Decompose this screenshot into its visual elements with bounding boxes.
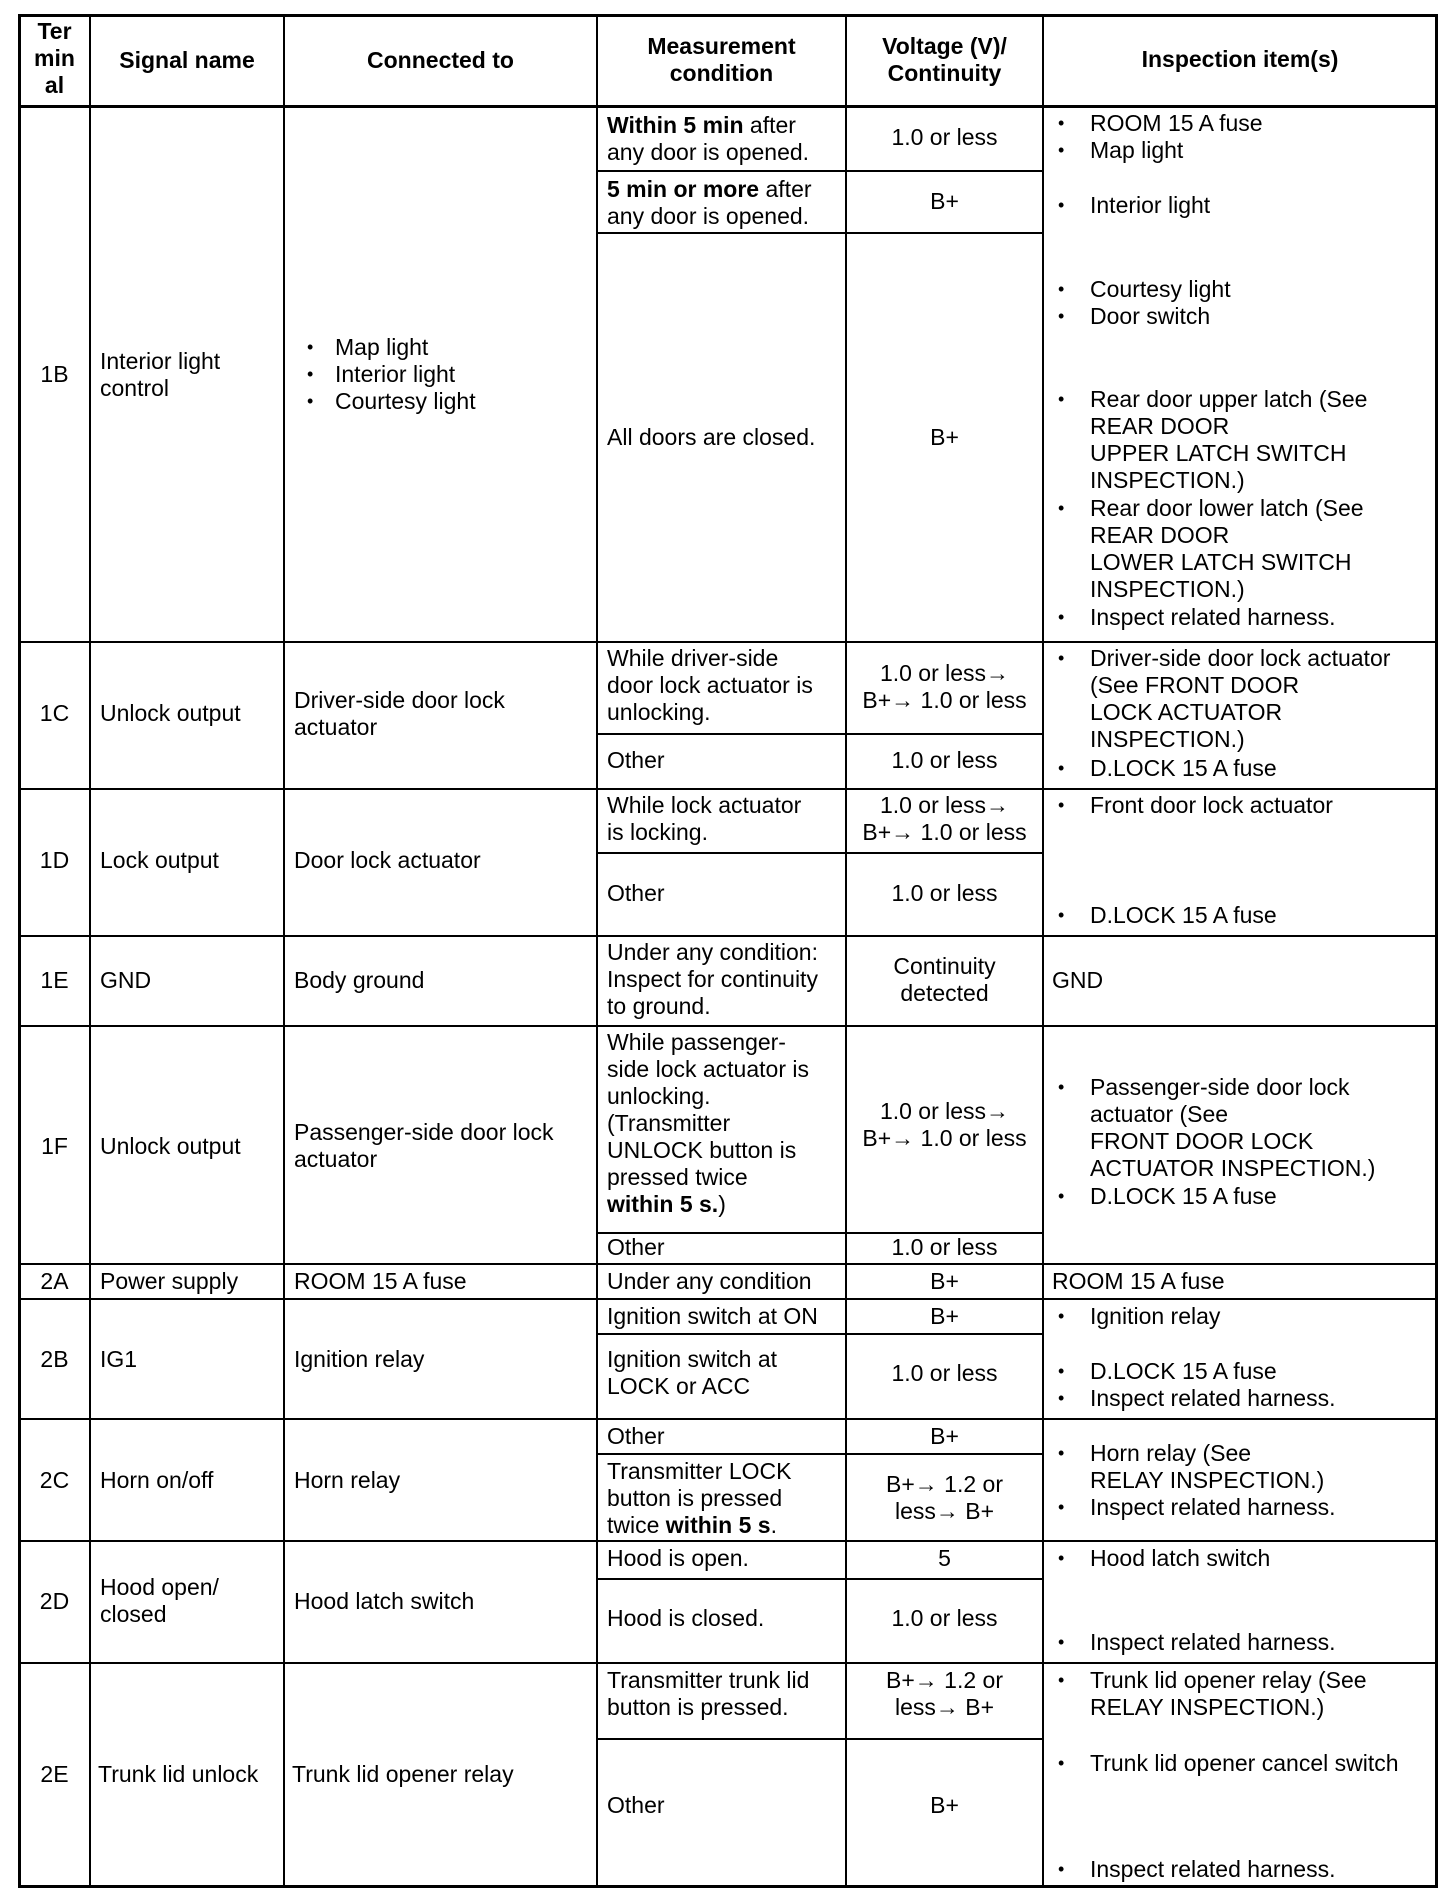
condition-cell (607, 112, 796, 139)
header-measurement-2: condition (669, 60, 774, 86)
inspection-item: D.LOCK 15 A fuse (1090, 1358, 1277, 1384)
bullet-icon: • (1058, 1388, 1065, 1408)
bullet-icon: • (1058, 1548, 1065, 1568)
inspection-item: ROOM 15 A fuse (1090, 110, 1263, 136)
condition-cell: pressed twice (607, 1164, 748, 1190)
condition-cell: door lock actuator is (607, 672, 813, 698)
condition-cell: Transmitter LOCK (607, 1458, 792, 1484)
condition-bold: Within 5 min (607, 112, 744, 138)
condition-cell: Other (607, 747, 665, 773)
inspection-item: FRONT DOOR LOCK (1090, 1128, 1314, 1154)
condition-bold: within 5 s. (607, 1191, 719, 1217)
bullet-icon: • (1058, 1443, 1065, 1463)
inspection-item: GND (1052, 967, 1104, 993)
voltage-cell: 1.0 or less→ (879, 660, 1010, 686)
condition-cell: (Transmitter (607, 1110, 731, 1136)
condition-cell: Ignition switch at ON (607, 1303, 818, 1329)
condition-text: ) (718, 1191, 726, 1217)
inspection-item: Map light (1090, 137, 1184, 163)
condition-cell: Hood is open. (607, 1545, 749, 1571)
inspection-item: D.LOCK 15 A fuse (1090, 1183, 1277, 1209)
connected-item: Passenger-side door lock (294, 1119, 554, 1145)
connected-item: Driver-side door lock (294, 687, 505, 713)
signal-cell: Power supply (100, 1268, 239, 1294)
bullet-icon: • (1058, 758, 1065, 778)
inspection-item: (See FRONT DOOR (1090, 672, 1300, 698)
terminal-cell: 1F (41, 1133, 68, 1159)
signal-cell: control (100, 375, 170, 401)
voltage-cell: 1.0 or less (891, 1360, 998, 1386)
condition-cell: Other (607, 880, 665, 906)
condition-cell: Hood is closed. (607, 1605, 765, 1631)
voltage-cell: 1.0 or less (891, 747, 998, 773)
condition-cell: Transmitter trunk lid (607, 1667, 810, 1693)
condition-cell: unlocking. (607, 699, 711, 725)
inspection-item: RELAY INSPECTION.) (1090, 1467, 1325, 1493)
connected-item: Trunk lid opener relay (292, 1761, 514, 1787)
condition-cell (607, 1512, 777, 1539)
condition-text: twice (607, 1512, 666, 1538)
condition-cell: Inspect for continuity (607, 966, 818, 992)
header-signal-name: Signal name (119, 47, 255, 73)
condition-cell: Under any condition: (607, 939, 818, 965)
inspection-item: LOCK ACTUATOR (1090, 699, 1283, 725)
voltage-cell: B+ (930, 1423, 959, 1449)
bullet-icon: • (1058, 306, 1065, 326)
voltage-cell: 1.0 or less (891, 1605, 998, 1631)
terminal-cell: 2E (40, 1761, 69, 1787)
connected-item: ROOM 15 A fuse (294, 1268, 467, 1294)
inspection-item: D.LOCK 15 A fuse (1090, 755, 1277, 781)
signal-cell: Unlock output (100, 1133, 241, 1159)
signal-cell: Horn on/off (100, 1467, 214, 1493)
bullet-icon: • (1058, 795, 1065, 815)
inspection-item: Front door lock actuator (1090, 792, 1333, 818)
bullet-icon: • (307, 391, 314, 411)
terminal-cell: 2D (39, 1588, 70, 1614)
inspection-item: INSPECTION.) (1090, 726, 1245, 752)
connected-item: Map light (335, 334, 429, 360)
signal-cell: GND (100, 967, 152, 993)
header-voltage-2: Continuity (887, 60, 1002, 86)
bullet-icon: • (1058, 1753, 1065, 1773)
condition-cell: Ignition switch at (607, 1346, 778, 1372)
condition-cell: Other (607, 1792, 665, 1818)
terminal-cell: 1D (39, 847, 70, 873)
bullet-icon: • (1058, 905, 1065, 925)
connected-item: Interior light (335, 361, 456, 387)
voltage-cell: less→ B+ (894, 1694, 995, 1720)
inspection-item: Trunk lid opener relay (See (1090, 1667, 1367, 1693)
inspection-item: Door switch (1090, 303, 1211, 329)
inspection-item: Inspect related harness. (1090, 1494, 1336, 1520)
condition-bold: 5 min or more (607, 176, 760, 202)
inspection-item: actuator (See (1090, 1101, 1229, 1127)
connected-item: Courtesy light (335, 388, 476, 414)
bullet-icon: • (1058, 648, 1065, 668)
inspection-item: UPPER LATCH SWITCH (1090, 440, 1347, 466)
signal-cell: Lock output (100, 847, 219, 873)
inspection-item: Passenger-side door lock (1090, 1074, 1350, 1100)
condition-bold: within 5 s (665, 1512, 771, 1538)
condition-cell: While passenger- (607, 1029, 786, 1055)
voltage-cell: B+ (930, 1303, 959, 1329)
connected-item: actuator (294, 1146, 378, 1172)
terminal-cell: 1C (39, 700, 70, 726)
connected-item: actuator (294, 714, 378, 740)
condition-cell (607, 176, 812, 203)
condition-cell: LOCK or ACC (607, 1373, 751, 1399)
bullet-icon: • (1058, 498, 1065, 518)
voltage-cell: 5 (938, 1545, 951, 1571)
voltage-cell: B+→ 1.0 or less (862, 819, 1027, 845)
connected-item: Door lock actuator (294, 847, 481, 873)
signal-cell: IG1 (100, 1346, 138, 1372)
connected-item: Horn relay (294, 1467, 401, 1493)
condition-cell: Under any condition (607, 1268, 812, 1294)
inspection-item: REAR DOOR (1090, 522, 1230, 548)
connected-item: Body ground (294, 967, 425, 993)
header-connected-to: Connected to (367, 47, 514, 73)
bullet-icon: • (1058, 1186, 1065, 1206)
voltage-cell: B+→ 1.2 or (886, 1471, 1003, 1497)
terminal-cell: 2C (39, 1467, 70, 1493)
condition-cell: All doors are closed. (607, 424, 816, 450)
bullet-icon: • (1058, 1632, 1065, 1652)
condition-cell: is locking. (607, 819, 708, 845)
bullet-icon: • (1058, 279, 1065, 299)
voltage-cell: B+→ 1.0 or less (862, 1125, 1027, 1151)
header-terminal-1: Ter (37, 18, 72, 44)
condition-text: . (770, 1512, 777, 1538)
condition-text: after (743, 112, 796, 138)
condition-cell (607, 1191, 726, 1218)
bullet-icon: • (1058, 1361, 1065, 1381)
terminal-cell: 1B (40, 361, 69, 387)
condition-cell: button is pressed. (607, 1694, 789, 1720)
condition-cell: any door is opened. (607, 139, 810, 165)
header-voltage-1: Voltage (V)/ (882, 33, 1007, 59)
bullet-icon: • (1058, 1859, 1065, 1879)
voltage-cell: detected (900, 980, 989, 1006)
terminal-cell: 2B (40, 1346, 69, 1372)
voltage-cell: B+→ 1.0 or less (862, 687, 1027, 713)
inspection-item: Inspect related harness. (1090, 1385, 1336, 1411)
condition-text: after (759, 176, 812, 202)
voltage-cell: less→ B+ (894, 1498, 995, 1524)
inspection-item: RELAY INSPECTION.) (1090, 1694, 1325, 1720)
header-inspection: Inspection item(s) (1141, 46, 1339, 72)
voltage-cell: B+ (930, 188, 959, 214)
inspection-item: Interior light (1090, 192, 1211, 218)
condition-cell: side lock actuator is (607, 1056, 809, 1082)
inspection-item: ROOM 15 A fuse (1052, 1268, 1225, 1294)
voltage-cell: B+ (930, 424, 959, 450)
inspection-item: Rear door lower latch (See (1090, 495, 1364, 521)
header-terminal-2: min (34, 45, 75, 71)
condition-cell: any door is opened. (607, 203, 810, 229)
signal-cell: Interior light (100, 348, 221, 374)
condition-cell: Other (607, 1234, 665, 1260)
inspection-item: Driver-side door lock actuator (1090, 645, 1391, 671)
inspection-item: LOWER LATCH SWITCH (1090, 549, 1352, 575)
inspection-item: REAR DOOR (1090, 413, 1230, 439)
bullet-icon: • (1058, 1497, 1065, 1517)
terminal-cell: 2A (40, 1268, 69, 1294)
condition-cell: UNLOCK button is (607, 1137, 797, 1163)
inspection-item: Trunk lid opener cancel switch (1090, 1750, 1399, 1776)
voltage-cell: B+ (930, 1268, 959, 1294)
bullet-icon: • (1058, 195, 1065, 215)
signal-cell: Unlock output (100, 700, 241, 726)
condition-cell: unlocking. (607, 1083, 711, 1109)
signal-cell: Trunk lid unlock (98, 1761, 259, 1787)
inspection-item: D.LOCK 15 A fuse (1090, 902, 1277, 928)
voltage-cell: B+→ 1.2 or (886, 1667, 1003, 1693)
bullet-icon: • (307, 364, 314, 384)
terminal-cell: 1E (40, 967, 69, 993)
bullet-icon: • (1058, 1306, 1065, 1326)
inspection-item: Courtesy light (1090, 276, 1231, 302)
inspection-item: Hood latch switch (1090, 1545, 1271, 1571)
inspection-item: Rear door upper latch (See (1090, 386, 1368, 412)
bullet-icon: • (1058, 1077, 1065, 1097)
condition-cell: Other (607, 1423, 665, 1449)
inspection-item: Horn relay (See (1090, 1440, 1252, 1466)
inspection-item: ACTUATOR INSPECTION.) (1090, 1155, 1376, 1181)
inspection-item: Ignition relay (1090, 1303, 1221, 1329)
voltage-cell: 1.0 or less→ (879, 792, 1010, 818)
voltage-cell: Continuity (893, 953, 996, 979)
inspection-item: Inspect related harness. (1090, 1856, 1336, 1882)
signal-cell: closed (100, 1601, 167, 1627)
inspection-item: Inspect related harness. (1090, 1629, 1336, 1655)
connected-item: Ignition relay (294, 1346, 425, 1372)
bullet-icon: • (1058, 389, 1065, 409)
condition-cell: While driver-side (607, 645, 779, 671)
header-measurement-1: Measurement (647, 33, 796, 59)
voltage-cell: B+ (930, 1792, 959, 1818)
condition-cell: button is pressed (607, 1485, 783, 1511)
connected-item: Hood latch switch (294, 1588, 475, 1614)
voltage-cell: 1.0 or less (891, 880, 998, 906)
bullet-icon: • (1058, 140, 1065, 160)
voltage-cell: 1.0 or less (891, 1234, 998, 1260)
bullet-icon: • (1058, 1670, 1065, 1690)
header-terminal-3: al (44, 72, 65, 98)
bullet-icon: • (307, 337, 314, 357)
voltage-cell: 1.0 or less→ (879, 1098, 1010, 1124)
condition-cell: While lock actuator (607, 792, 802, 818)
voltage-cell: 1.0 or less (891, 124, 998, 150)
signal-cell: Hood open/ (100, 1574, 219, 1600)
inspection-item: INSPECTION.) (1090, 576, 1245, 602)
condition-cell: to ground. (607, 993, 711, 1019)
bullet-icon: • (1058, 607, 1065, 627)
inspection-item: INSPECTION.) (1090, 467, 1245, 493)
inspection-item: Inspect related harness. (1090, 604, 1336, 630)
bullet-icon: • (1058, 113, 1065, 133)
